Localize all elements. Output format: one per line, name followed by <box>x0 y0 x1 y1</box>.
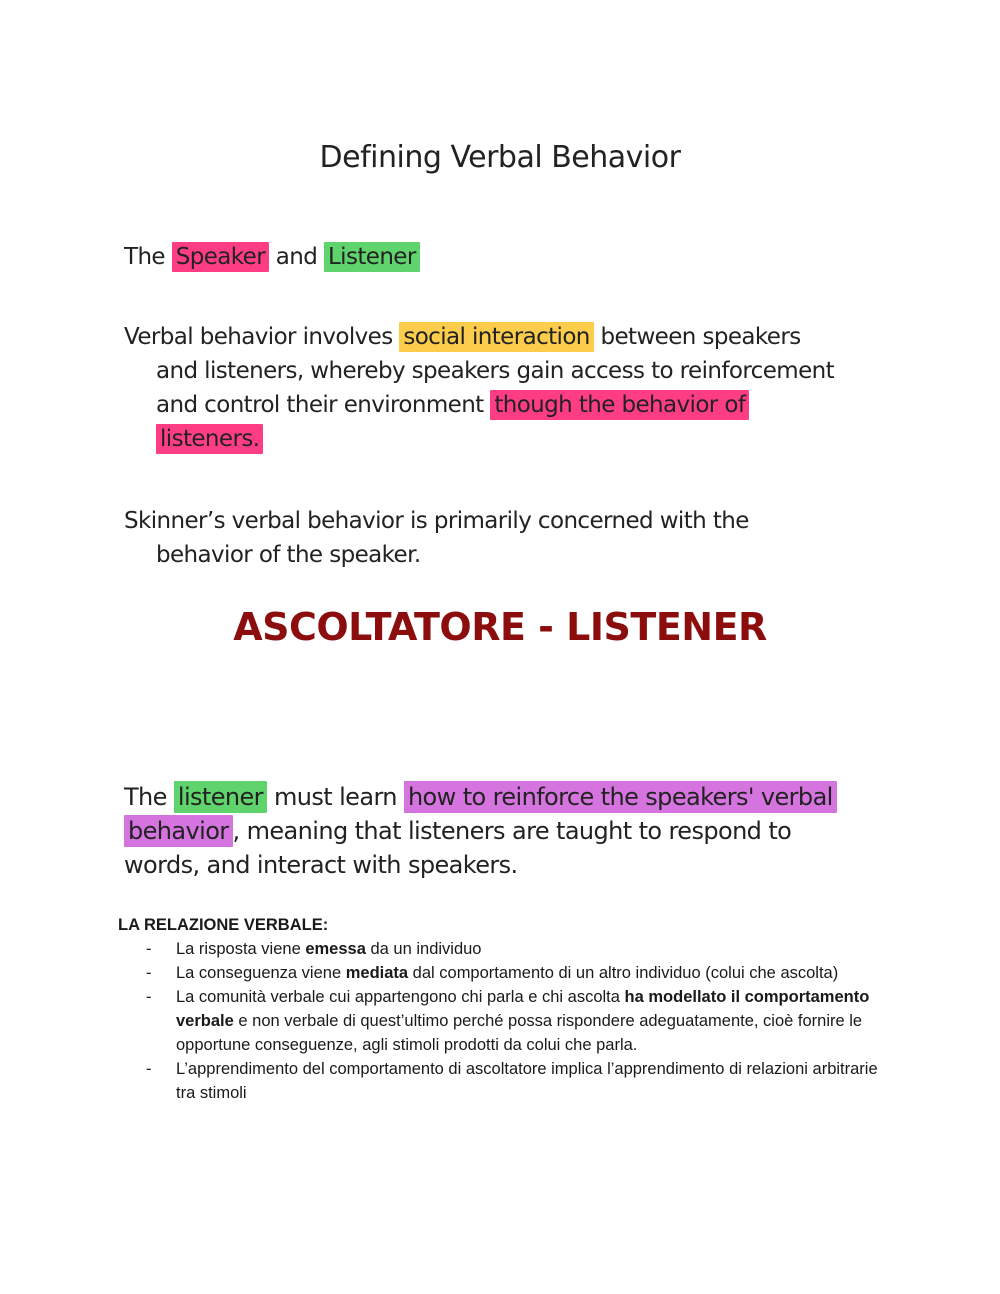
p1-line1-post: between speakers <box>593 324 801 350</box>
subtitle-pre: The <box>124 244 172 270</box>
notes-section <box>118 913 898 1105</box>
subtitle-mid: and <box>269 244 324 270</box>
item-bold: emessa <box>305 940 366 958</box>
p2-line2: behavior of the speaker. <box>156 542 421 568</box>
item-bold: mediata <box>345 964 409 982</box>
p3-line3: words, and interact with speakers. <box>124 851 518 879</box>
behavior-highlight: behavior <box>124 815 233 847</box>
speaker-highlight: Speaker <box>172 242 269 272</box>
p3-line1-mid: must learn <box>266 783 404 811</box>
social-interaction-highlight: social interaction <box>399 322 593 352</box>
slide-title: Defining Verbal Behavior <box>319 140 681 175</box>
p1-line4 <box>124 422 884 456</box>
section-heading: ASCOLTATORE - LISTENER <box>233 605 767 649</box>
list-item <box>118 937 898 961</box>
bullet-dash: - <box>146 964 152 982</box>
p2-line1: Skinner’s verbal behavior is primarily concerned with the <box>124 508 749 534</box>
bullet-dash: - <box>146 988 152 1006</box>
list-item <box>118 985 898 1057</box>
verbal-behavior-paragraph <box>124 320 884 456</box>
bullet-dash: - <box>146 940 152 958</box>
p3-line2-post: , meaning that listeners are taught to respond to <box>232 817 792 845</box>
listener-word-highlight: listener <box>174 781 267 813</box>
listener-highlight: Listener <box>324 242 420 272</box>
item-bold: ha modellato il comportamento verbale <box>176 988 870 1030</box>
item-text: La conseguenza viene <box>176 964 346 982</box>
item-text-post: da un individuo <box>365 940 482 958</box>
p1-line2: and listeners, whereby speakers gain access to reinforcement <box>156 358 835 384</box>
notes-title: LA RELAZIONE VERBALE: <box>118 916 329 934</box>
p1-line3 <box>124 388 884 422</box>
notes-list <box>118 937 898 1105</box>
item-text-post: dal comportamento di un altro individuo (colui che ascolta) <box>408 964 839 982</box>
list-item <box>118 961 898 985</box>
item-text: L’apprendimento del comportamento di ascoltatore implica l’apprendimento di relazioni arbitrarie tra stimoli <box>176 1060 878 1102</box>
item-text: La risposta viene <box>176 940 306 958</box>
p1-line1-pre: Verbal behavior involves <box>124 324 400 350</box>
p3-line1-pre: The <box>124 783 174 811</box>
reinforce-highlight: how to reinforce the speakers' verbal <box>404 781 837 813</box>
slide-subtitle <box>124 240 884 274</box>
behavior-of-listeners-highlight: though the behavior of <box>490 390 749 420</box>
skinner-paragraph <box>124 504 884 572</box>
p1-line3-pre: and control their environment <box>156 392 491 418</box>
listener-paragraph <box>124 780 884 882</box>
listeners-highlight: listeners. <box>156 424 263 454</box>
item-text-post: e non verbale di quest’ultimo perché possa rispondere adeguatamente, cioè fornire le opportune conseguenze, agli stimoli prodotti da colui che parla. <box>176 1012 863 1054</box>
list-item <box>118 1057 898 1105</box>
item-text: La comunità verbale cui appartengono chi parla e chi ascolta <box>176 988 625 1006</box>
bullet-dash: - <box>146 1060 152 1078</box>
